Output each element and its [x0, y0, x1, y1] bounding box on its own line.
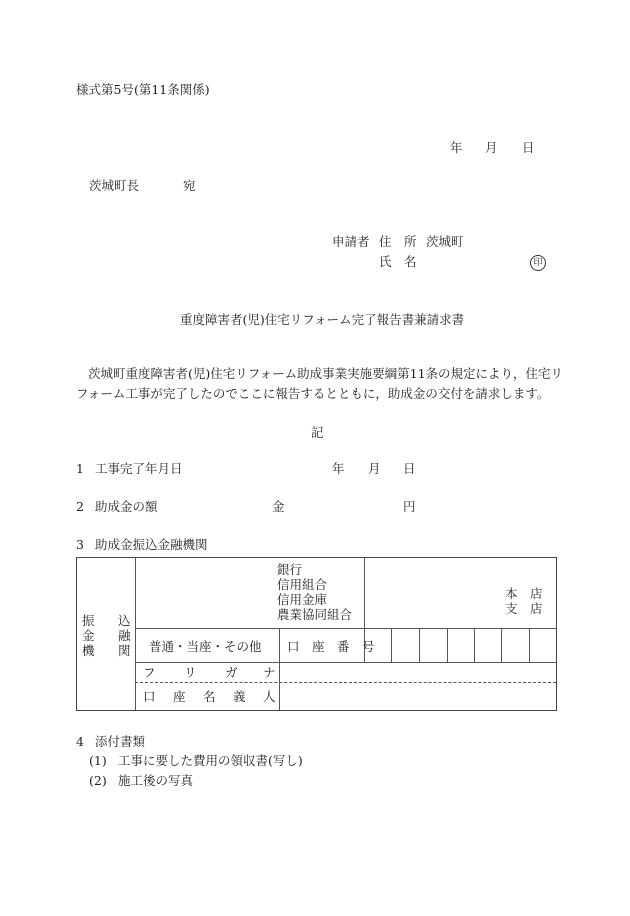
body-line-2: フォーム工事が完了したのでここに報告するとともに，助成金の交付を請求します。 — [76, 386, 550, 401]
divider — [391, 628, 392, 662]
item3-number: 3 — [76, 537, 84, 552]
furigana-label-1: フ — [143, 665, 156, 680]
side-label-r2b: 融 — [118, 628, 131, 643]
attachment-1-number: (1) — [89, 753, 107, 768]
institution-type-bank: 銀行 — [277, 562, 303, 577]
side-label-r2a: 金 — [82, 628, 95, 643]
date-year-label: 年 — [450, 140, 463, 155]
address-label: 住 所 — [379, 234, 417, 249]
seal-mark — [530, 255, 546, 271]
item2-suffix: 円 — [403, 499, 416, 514]
item1-year: 年 — [332, 461, 345, 476]
account-digit-7[interactable] — [531, 630, 555, 661]
branch-type-main: 本 店 — [505, 586, 543, 601]
branch-type-branch: 支 店 — [505, 601, 543, 616]
holder-label-2: 座 — [173, 689, 186, 704]
document-title: 重度障害者(児)住宅リフォーム完了報告書兼請求書 — [180, 312, 465, 327]
dashed-divider — [135, 682, 556, 683]
body-line-1: 茨城町重度障害者(児)住宅リフォーム助成事業実施要綱第11条の規定により，住宅リ — [88, 366, 564, 381]
ki-heading: 記 — [311, 425, 324, 440]
date-day-label: 日 — [522, 140, 535, 155]
holder-label-1: 口 — [143, 689, 156, 704]
divider — [501, 628, 502, 662]
item2-number: 2 — [76, 499, 84, 514]
holder-label-5: 人 — [263, 689, 276, 704]
holder-label-3: 名 — [203, 689, 216, 704]
item4-label: 添付書類 — [95, 734, 146, 749]
applicant-label: 申請者 — [332, 234, 370, 249]
account-digit-2[interactable] — [393, 630, 418, 661]
account-number-label: 口 座 番 号 — [287, 639, 375, 654]
item2-label: 助成金の額 — [95, 499, 158, 514]
account-digit-1[interactable] — [366, 630, 390, 661]
institution-type-agri-coop: 農業協同組合 — [277, 607, 353, 622]
item4-number: 4 — [76, 734, 84, 749]
item1-month: 月 — [368, 461, 381, 476]
holder-label-4: 義 — [233, 689, 246, 704]
addressee-suffix: 宛 — [183, 178, 196, 193]
bank-table — [76, 557, 557, 711]
account-digit-6[interactable] — [503, 630, 528, 661]
divider — [279, 628, 280, 710]
divider — [364, 558, 365, 629]
divider — [135, 662, 556, 663]
side-label-r1a: 振 — [82, 613, 95, 628]
account-digit-4[interactable] — [449, 630, 473, 661]
side-label-r1b: 込 — [118, 613, 131, 628]
address-value: 茨城町 — [426, 234, 464, 249]
institution-type-credit-union: 信用組合 — [277, 577, 328, 592]
attachment-2-label: 施工後の写真 — [118, 773, 194, 788]
attachment-2-number: (2) — [89, 773, 107, 788]
furigana-label-2: リ — [184, 665, 197, 680]
account-digit-3[interactable] — [421, 630, 446, 661]
furigana-label-3: ガ — [225, 665, 238, 680]
divider — [135, 558, 136, 710]
name-label: 氏 名 — [379, 254, 417, 269]
addressee-name: 茨城町長 — [89, 178, 140, 193]
account-digit-5[interactable] — [476, 630, 500, 661]
divider — [529, 628, 530, 662]
divider — [474, 628, 475, 662]
divider — [447, 628, 448, 662]
side-label-r3a: 機 — [82, 643, 95, 658]
institution-type-shinkin: 信用金庫 — [277, 592, 328, 607]
divider — [419, 628, 420, 662]
item2-prefix: 金 — [272, 499, 285, 514]
form-number: 様式第5号(第11条関係) — [76, 82, 210, 97]
item1-label: 工事完了年月日 — [95, 461, 183, 476]
date-month-label: 月 — [485, 140, 498, 155]
account-type-options: 普通・当座・その他 — [149, 639, 262, 654]
item1-day: 日 — [403, 461, 416, 476]
divider — [135, 628, 556, 629]
item3-label: 助成金振込金融機関 — [95, 537, 208, 552]
seal-icon: 印 — [530, 255, 546, 271]
side-label-r3b: 関 — [118, 643, 131, 658]
furigana-label-4: ナ — [263, 665, 276, 680]
item1-number: 1 — [76, 461, 84, 476]
attachment-1-label: 工事に要した費用の領収書(写し) — [118, 753, 303, 768]
